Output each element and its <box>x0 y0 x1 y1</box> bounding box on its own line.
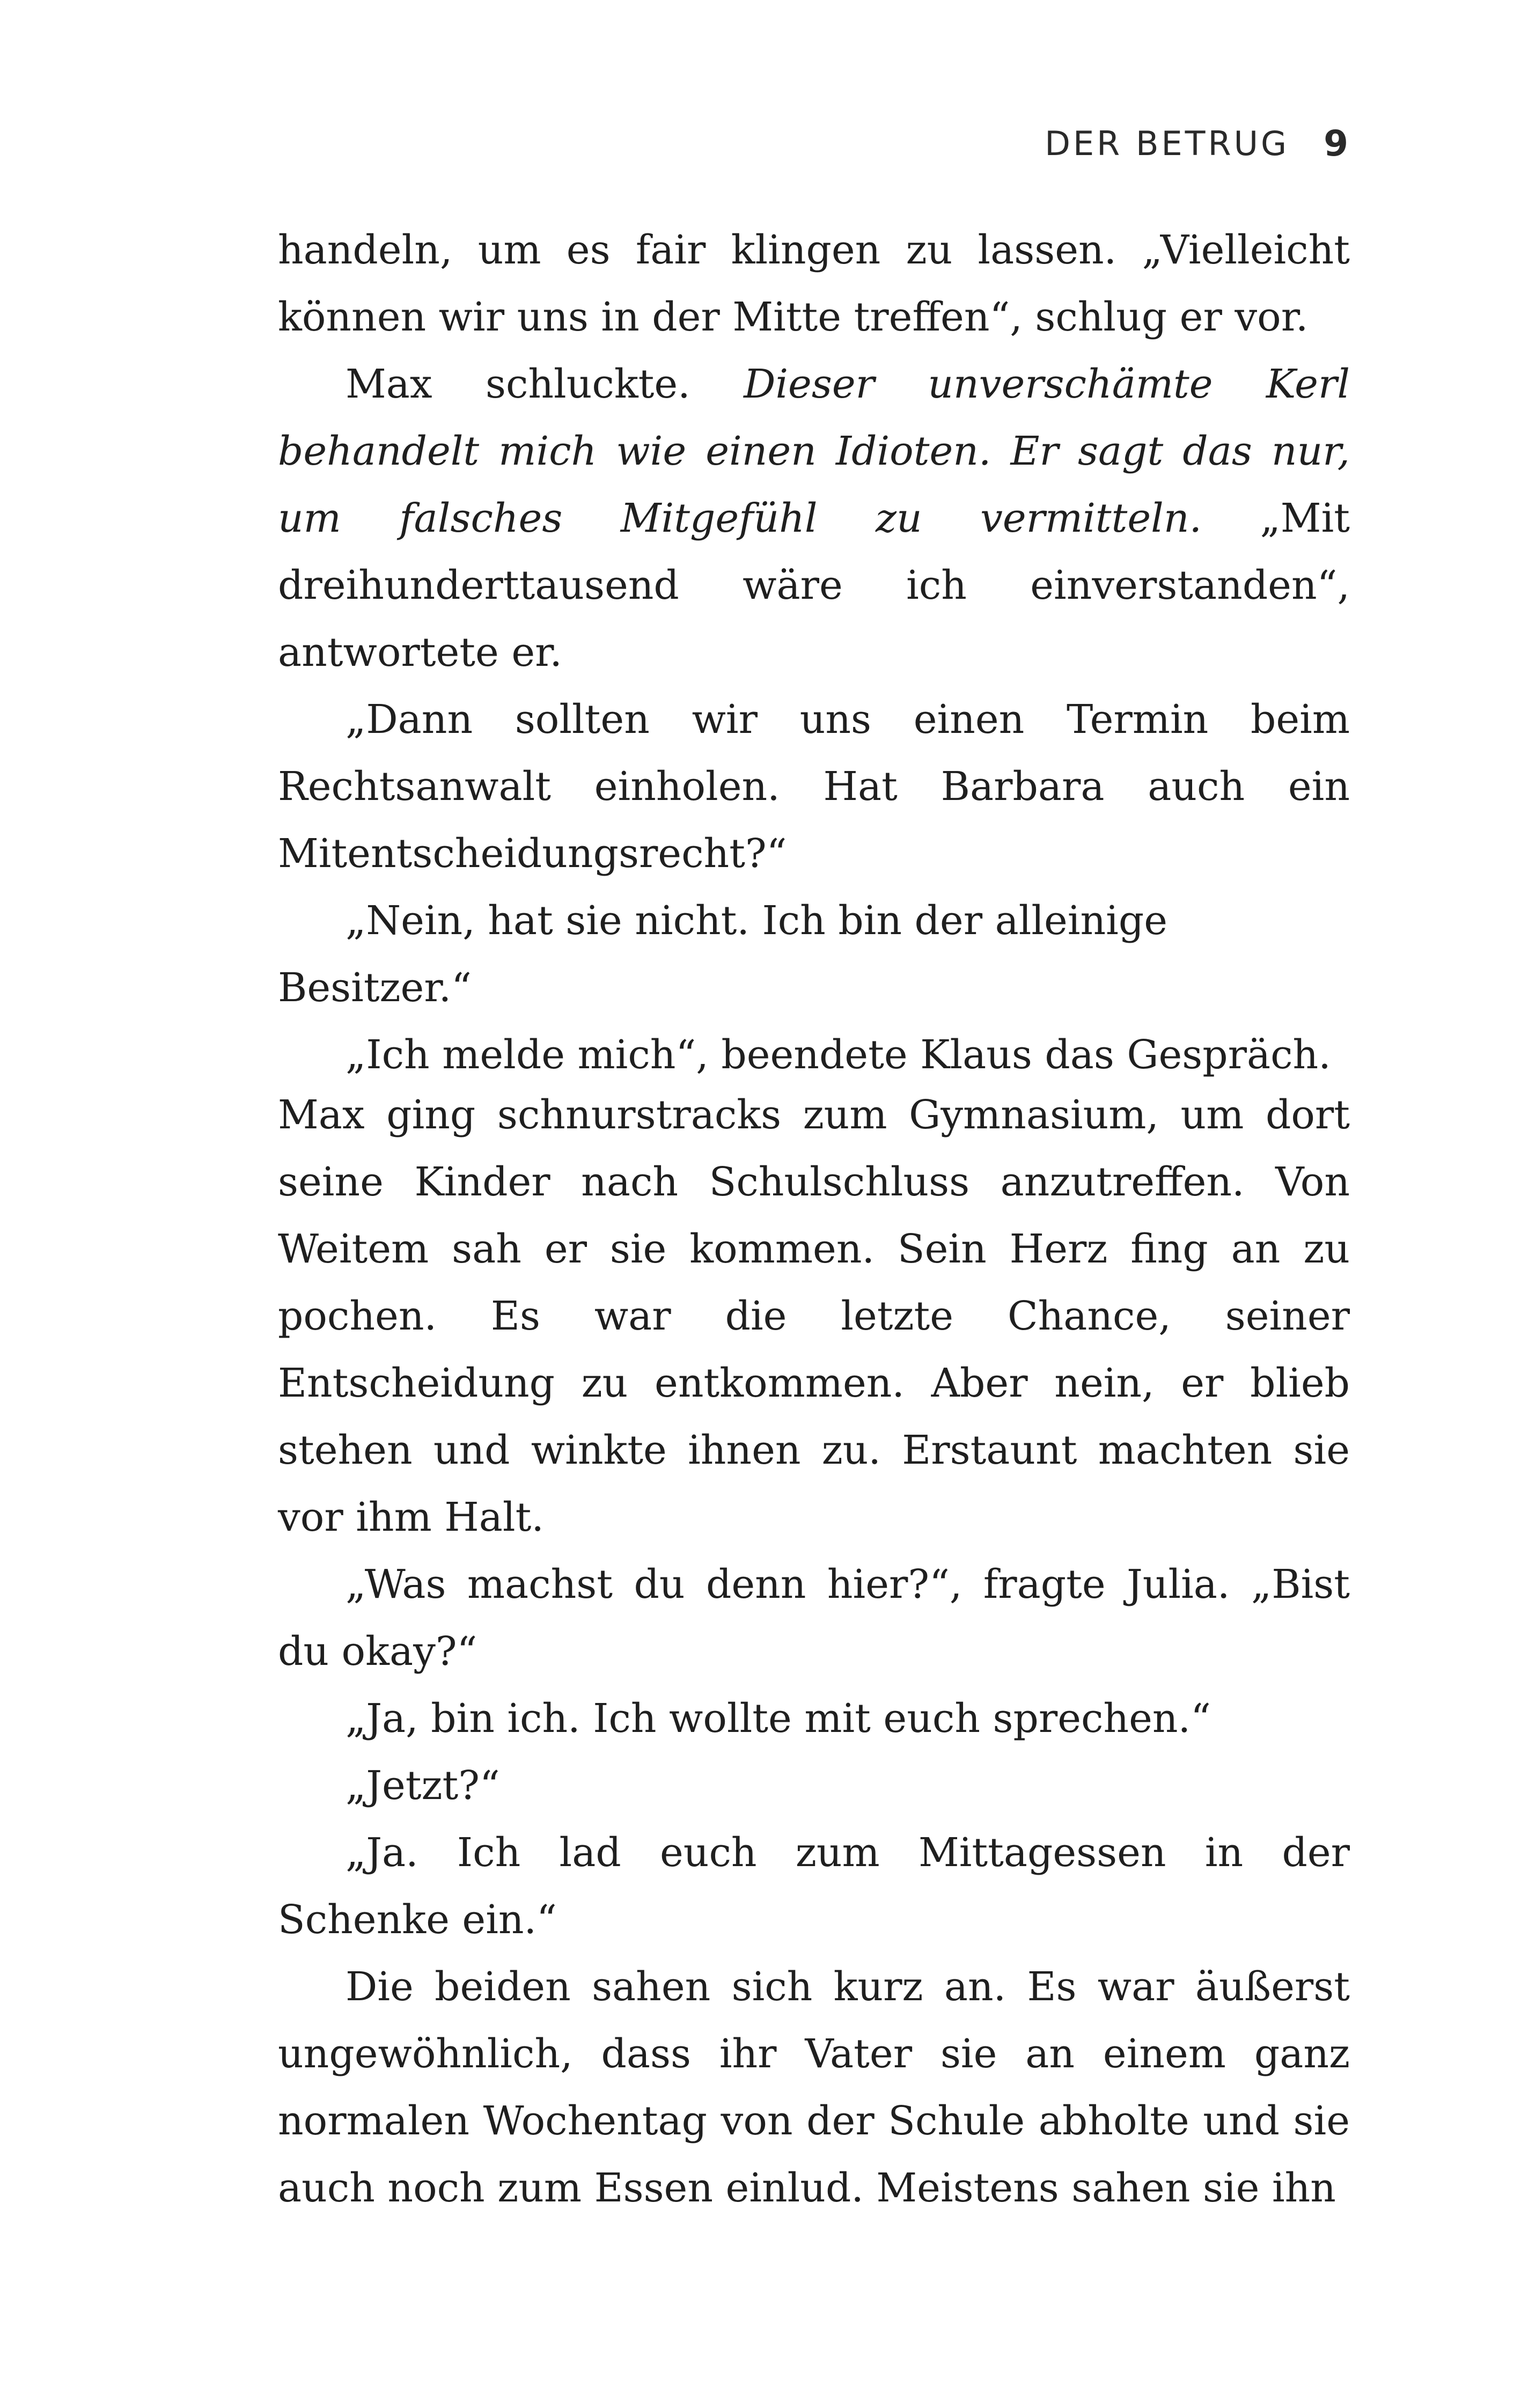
paragraph: „Jetzt?“ <box>346 1763 500 1809</box>
paragraph: „Was machst du denn hier?“, fragte Julia. „Bist du okay?“ <box>278 1561 1350 1675</box>
paragraph <box>278 351 1350 686</box>
text-block-2 <box>278 1082 1350 2222</box>
paragraph: „Dann sollten wir uns einen Termin beim Rechtsanwalt einholen. Hat Barbara auch ein Mitentscheidungsrecht?“ <box>278 696 1350 877</box>
paragraph: „Nein, hat sie nicht. Ich bin der alleinige Besitzer.“ <box>278 898 1167 1011</box>
paragraph: „Ja, bin ich. Ich wollte mit euch sprechen.“ <box>346 1695 1211 1742</box>
chapter-title: DER BETRUG <box>1045 123 1290 163</box>
paragraph: Die beiden sahen sich kurz an. Es war äußerst ungewöhnlich, dass ihr Vater sie an einem ganz normalen Wochentag von der Schule abholte und sie auch noch zum Essen einlud. Meistens sahen sie ihn <box>278 1964 1350 2211</box>
paragraph: Max ging schnurstracks zum Gymnasium, um dort seine Kinder nach Schulschluss anzutreffen. Von Weitem sah er sie kommen. Sein Herz fing an zu pochen. Es war die letzte Chance, seiner Entscheidung zu entkommen. Aber nein, er blieb stehen und winkte ihnen zu. Erstaunt machten sie vor ihm Halt. <box>278 1092 1350 1540</box>
paragraph: „Ja. Ich lad euch zum Mittagessen in der Schenke ein.“ <box>278 1830 1350 1943</box>
text-block-1 <box>278 217 1350 1089</box>
paragraph-tail: „Mit dreihunderttausend wäre ich einverstanden“, antwortete er. <box>278 495 1350 676</box>
paragraph: „Ich melde mich“, beendete Klaus das Gespräch. <box>346 1032 1331 1078</box>
running-header <box>1045 119 1348 167</box>
paragraph: handeln, um es fair klingen zu lassen. „Vielleicht können wir uns in der Mitte treffen“, schlug er vor. <box>278 227 1350 340</box>
inner-thought: Dieser unverschämte Kerl behandelt mich wie einen Idioten. Er sagt das nur, um falsches Mitgefühl zu vermitteln. <box>278 361 1350 541</box>
paragraph-lead: Max schluckte. <box>346 361 744 407</box>
page-number: 9 <box>1324 122 1348 164</box>
